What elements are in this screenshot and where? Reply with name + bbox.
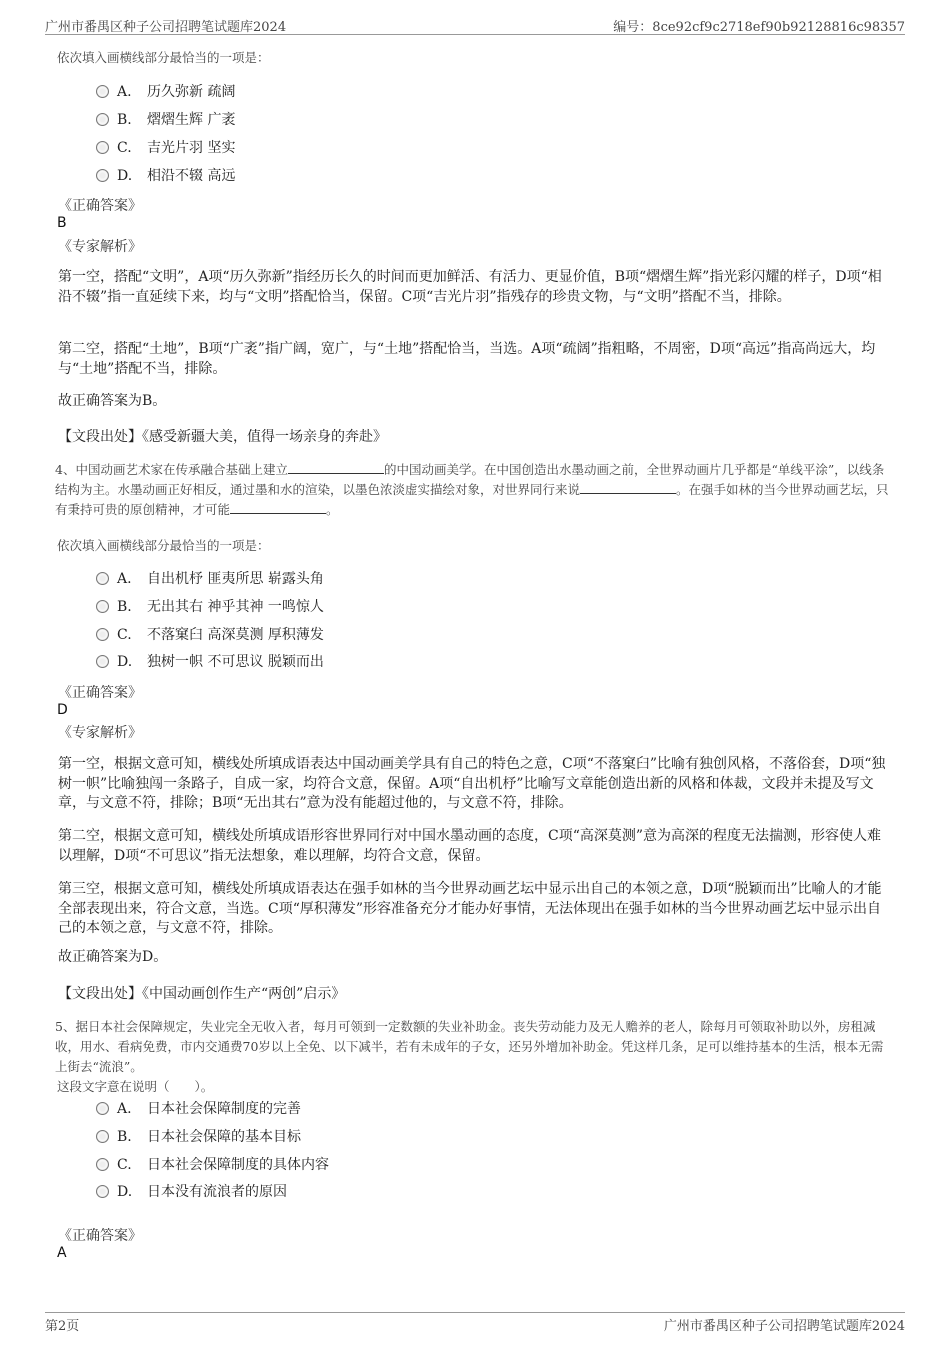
q3-option-b[interactable]: B. 熠熠生辉 广袤 [96,110,235,130]
q5-question: 这段文字意在说明（ ）。 [57,1079,214,1094]
q3-analysis-label: 《专家解析》 [58,239,142,255]
radio-icon[interactable] [96,1130,109,1143]
q5-option-b[interactable]: B. 日本社会保障的基本目标 [96,1127,301,1147]
q4-analysis-2: 第二空，根据文意可知，横线处所填成语形容世界同行对中国水墨动画的态度，C项“高深莫测”意为高深的程度无法揣测，形容使人难以理解，D项“不可思议”指无法想象，难以理解，均符合文意，保留。 [58,828,882,864]
q3-source: 【文段出处】《感受新疆大美，值得一场亲身的奔赴》 [58,429,387,445]
page-header [45,14,905,35]
radio-icon[interactable] [96,572,109,585]
q4-option-a[interactable]: A. 自出机杼 匪夷所思 崭露头角 [96,569,324,589]
radio-icon[interactable] [96,1185,109,1198]
q3-analysis-2: 第二空，搭配“土地”，B项“广袤”指广阔，宽广，与“土地”搭配恰当，当选。A项“疏阔”指粗略，不周密，D项“高远”指高尚远大，均与“土地”搭配不当，排除。 [58,341,876,377]
q5-option-c[interactable]: C. 日本社会保障制度的具体内容 [96,1155,329,1175]
radio-icon[interactable] [96,1102,109,1115]
answer-blank [230,501,326,514]
q4-analysis-4: 故正确答案为D。 [58,949,168,965]
q3-analysis-3: 故正确答案为B。 [58,393,167,409]
q3-answer: B [57,215,67,231]
q5-stem: 5、据日本社会保障规定，失业完全无收入者，每月可领到一定数额的失业补助金。丧失劳动能力及无人赡养的老人，除每月可领取补助以外，房租减收，用水、看病免费，市内交通费70岁以上全免、以下减半，若有未成年的子女，还另外增加补助金。凭这样几条，足可以维持基本的生活，根本无需上街去“流浪”。 [55,1019,884,1074]
q4-answer: D [57,702,68,718]
q4-source: 【文段出处】《中国动画创作生产“两创”启示》 [58,986,346,1002]
q4-analysis-label: 《专家解析》 [58,725,142,741]
q4-answer-label: 《正确答案》 [58,685,142,701]
radio-icon[interactable] [96,169,109,182]
q4-option-c[interactable]: C. 不落窠臼 高深莫测 厚积薄发 [96,625,324,645]
q5-option-a[interactable]: A. 日本社会保障制度的完善 [96,1099,301,1119]
radio-icon[interactable] [96,113,109,126]
answer-blank [580,481,676,494]
footer-title: 广州市番禺区种子公司招聘笔试题库2024 [663,1319,905,1334]
q3-answer-label: 《正确答案》 [58,198,142,214]
q5-answer-label: 《正确答案》 [58,1228,142,1244]
radio-icon[interactable] [96,1158,109,1171]
q4-analysis-3: 第三空，根据文意可知，横线处所填成语表达在强手如林的当今世界动画艺坛中显示出自己的本领之意，D项“脱颖而出”比喻人的才能全部表现出来，符合文意，当选。C项“厚积薄发”形容准备充分才能办好事情，无法体现出在强手如林的当今世界动画艺坛中显示出自己的本领之意，与文意不符，排除。 [58,881,882,936]
footer-page-number: 第2页 [45,1319,80,1334]
q3-option-d[interactable]: D. 相沿不辍 高远 [96,166,235,186]
page-footer [45,1312,905,1333]
q4-instruction: 依次填入画横线部分最恰当的一项是： [57,538,270,553]
radio-icon[interactable] [96,85,109,98]
q5-answer: A [57,1245,67,1261]
q5-option-d[interactable]: D. 日本没有流浪者的原因 [96,1182,287,1202]
q4-option-d[interactable]: D. 独树一帜 不可思议 脱颖而出 [96,652,324,672]
q4-analysis-1: 第一空，根据文意可知，横线处所填成语表达中国动画美学具有自己的特色之意，C项“不落窠臼”比喻有独创风格，不落俗套，D项“独树一帜”比喻独闯一条路子，自成一家，均符合文意，保留。A项“自出机杼”比喻写文章能创造出新的风格和体裁，文段并未提及写文章，与文意不符，排除；B项“无出其右”意为没有能超过他的，与文意不符，排除。 [58,756,886,811]
radio-icon[interactable] [96,628,109,641]
q4-stem: 4、中国动画艺术家在传承融合基础上建立 的中国动画美学。在中国创造出水墨动画之前，全世界动画片几乎都是“单线平涂”，以线条结构为主。水墨动画正好相反，通过墨和水的渲染，以墨色浓淡虚实描绘对象，对世界同行来说 。在强手如林的当今世界动画艺坛，只有秉持可贵的原创精神，才可能 。 [55,462,889,517]
radio-icon[interactable] [96,141,109,154]
radio-icon[interactable] [96,655,109,668]
q3-instruction: 依次填入画横线部分最恰当的一项是： [57,50,270,65]
q3-option-a[interactable]: A. 历久弥新 疏阔 [96,82,235,102]
q3-option-c[interactable]: C. 吉光片羽 坚实 [96,138,235,158]
radio-icon[interactable] [96,600,109,613]
q3-analysis-1: 第一空，搭配“文明”，A项“历久弥新”指经历长久的时间而更加鲜活、有活力、更显价值，B项“熠熠生辉”指光彩闪耀的样子，D项“相沿不辍”指一直延续下来，均与“文明”搭配恰当，保留。C项“吉光片羽”指残存的珍贵文物，与“文明”搭配不当，排除。 [58,269,882,305]
header-title: 广州市番禺区种子公司招聘笔试题库2024 [45,20,287,35]
q4-option-b[interactable]: B. 无出其右 神乎其神 一鸣惊人 [96,597,324,617]
header-code: 编号：8ce92cf9c2718ef90b92128816c98357 [613,20,905,35]
answer-blank [288,461,384,474]
